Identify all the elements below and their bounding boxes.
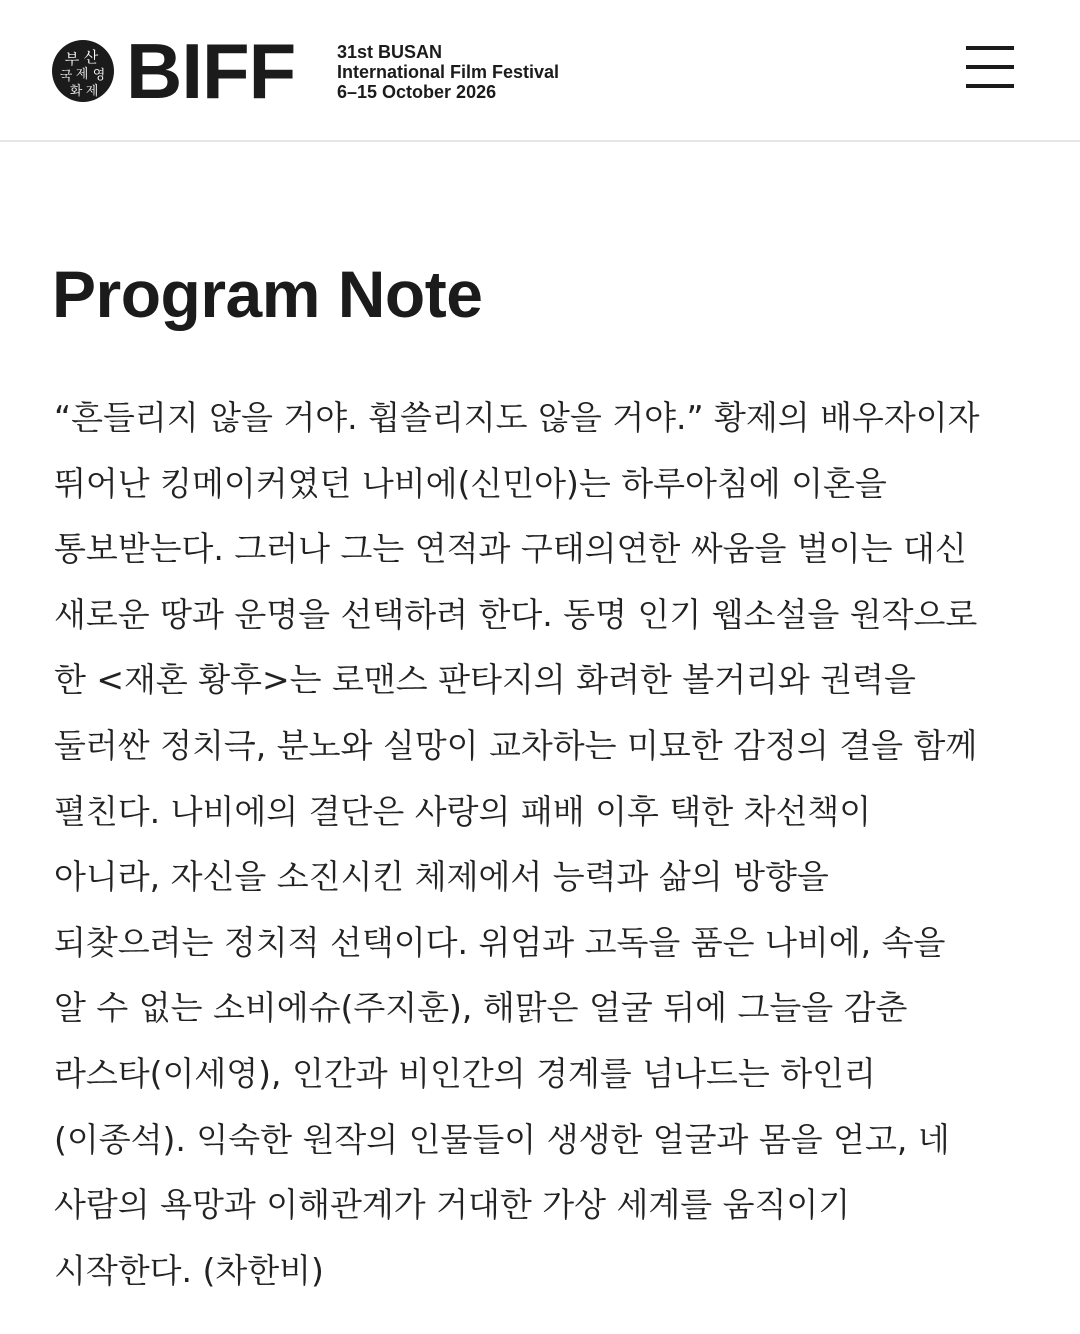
note-line: 되찾으려는 정치적 선택이다. 위엄과 고독을 품은 나비에, 속을: [54, 922, 946, 962]
svg-text:화: 화: [69, 84, 83, 99]
svg-text:영: 영: [92, 68, 106, 83]
note-line: 라스타(이세영), 인간과 비인간의 경계를 넘나드는 하인리: [54, 1053, 876, 1093]
menu-button[interactable]: [962, 44, 1018, 92]
note-line: 새로운 땅과 운명을 선택하려 한다. 동명 인기 웹소설을 원작으로: [54, 594, 978, 634]
biff-wordmark: BIFF: [126, 27, 296, 115]
busan-film-festival-seal-icon: [52, 40, 114, 102]
site-header: [0, 0, 1080, 142]
festival-dates: 6–15 October 2026: [337, 82, 497, 102]
note-line: 시작한다. (차한비): [54, 1250, 324, 1290]
note-line: 둘러싼 정치극, 분노와 실망이 교차하는 미묘한 감정의 결을 함께: [54, 725, 978, 765]
program-note-text: [54, 385, 1054, 1303]
note-line: (이종석). 익숙한 원작의 인물들이 생생한 얼굴과 몸을 얻고, 네: [54, 1119, 950, 1159]
note-line: 사람의 욕망과 이해관계가 거대한 가상 세계를 움직이기: [54, 1185, 851, 1225]
note-line: “흔들리지 않을 거야. 휩쓸리지도 않을 거야.” 황제의 배우자이자: [54, 398, 980, 437]
svg-text:산: 산: [83, 48, 99, 66]
svg-text:제: 제: [75, 67, 89, 82]
note-line: 펼친다. 나비에의 결단은 사랑의 패배 이후 택한 차선책이: [54, 791, 872, 831]
note-line: 뛰어난 킹메이커였던 나비에(신민아)는 하루아침에 이혼을: [54, 463, 887, 503]
festival-info: [337, 42, 559, 102]
svg-text:제: 제: [85, 84, 99, 99]
note-line: 한 <재혼 황후>는 로맨스 판타지의 화려한 볼거리와 권력을: [54, 660, 916, 700]
note-line: 아니라, 자신을 소진시킨 체제에서 능력과 삶의 방향을: [54, 857, 829, 897]
festival-edition: 31st BUSAN: [337, 42, 443, 62]
section-title: Program Note: [52, 257, 483, 331]
svg-text:부: 부: [64, 50, 80, 68]
note-line: 통보받는다. 그러나 그는 연적과 구태의연한 싸움을 벌이는 대신: [54, 529, 967, 569]
festival-name: International Film Festival: [337, 62, 560, 82]
svg-text:국: 국: [59, 69, 73, 84]
note-line: 알 수 없는 소비에슈(주지훈), 해맑은 얼굴 뒤에 그늘을 감춘: [54, 988, 908, 1028]
